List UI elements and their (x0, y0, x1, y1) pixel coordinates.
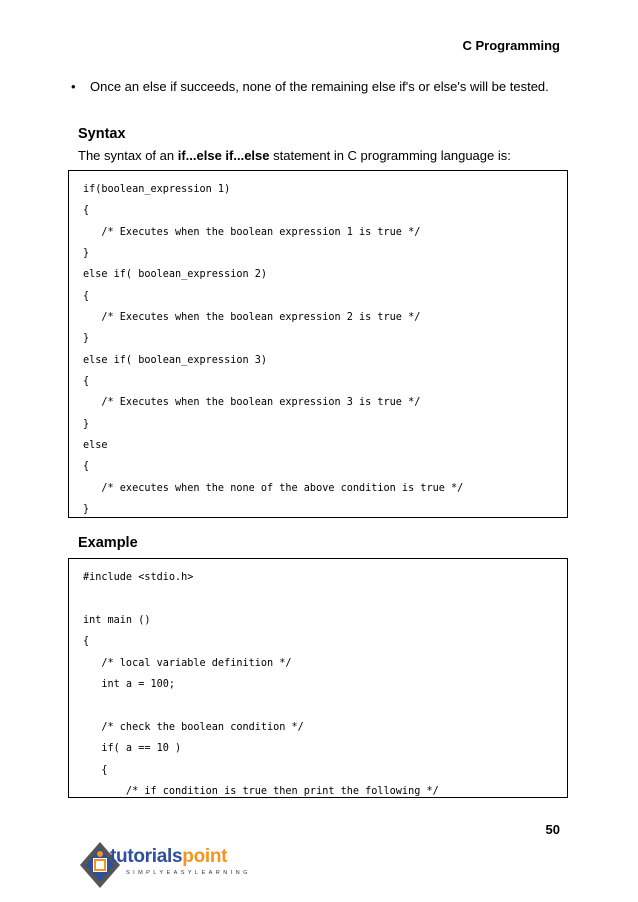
code-line: else if( boolean_expression 3) (83, 354, 268, 366)
syntax-code-block (68, 170, 568, 518)
code-line: } (83, 248, 90, 260)
syntax-intro-keyword: if...else if...else (177, 148, 270, 163)
logo-wordmark-part1: tutorials (110, 846, 183, 867)
code-line: /* executes when the none of the above condition is true */ (83, 482, 464, 494)
code-line: /* Executes when the boolean expression 1 is true */ (83, 226, 421, 238)
syntax-heading: Syntax (78, 126, 126, 142)
code-line: { (83, 636, 90, 648)
logo-tagline: SIMPLYEASYLEARNING (126, 870, 251, 876)
bullet-text: Once an else if succeeds, none of the remaining else if's or else's will be tested. (90, 79, 549, 94)
code-line: /* Executes when the boolean expression 3 is true */ (83, 397, 421, 409)
code-line: /* if condition is true then print the following */ (83, 785, 439, 797)
tutorialspoint-logo (78, 840, 298, 890)
example-code-block (68, 558, 568, 798)
code-line: #include <stdio.h> (83, 572, 194, 583)
code-line: else (83, 440, 108, 452)
logo-wordmark-part2: point (182, 846, 228, 867)
running-header: C Programming (462, 38, 560, 53)
code-line: /* Executes when the boolean expression 2 is true */ (83, 312, 421, 324)
code-line: int main () (83, 614, 151, 626)
syntax-intro (78, 148, 511, 163)
code-line (83, 695, 567, 716)
code-line: if(boolean_expression 1) (83, 184, 231, 195)
code-line: { (83, 461, 90, 473)
code-line: int a = 100; (83, 678, 176, 690)
code-line: if( a == 10 ) (83, 743, 182, 755)
page-number: 50 (545, 822, 560, 837)
code-line: { (83, 205, 90, 217)
code-line: } (83, 333, 90, 345)
code-line: } (83, 504, 90, 516)
code-line: else if( boolean_expression 2) (83, 269, 268, 281)
bullet-item (71, 77, 564, 96)
code-line: { (83, 290, 90, 302)
example-heading: Example (78, 535, 138, 551)
bullet-dot: • (71, 79, 76, 94)
code-line: { (83, 376, 90, 388)
syntax-intro-text: The syntax of an (78, 148, 178, 163)
code-line: { (83, 764, 108, 776)
code-line (83, 588, 567, 609)
code-line: } (83, 418, 90, 430)
logo-wordmark (110, 846, 227, 868)
syntax-intro-text-end: statement in C programming language is: (269, 148, 511, 163)
code-line: /* local variable definition */ (83, 657, 292, 669)
code-line: /* check the boolean condition */ (83, 721, 304, 733)
